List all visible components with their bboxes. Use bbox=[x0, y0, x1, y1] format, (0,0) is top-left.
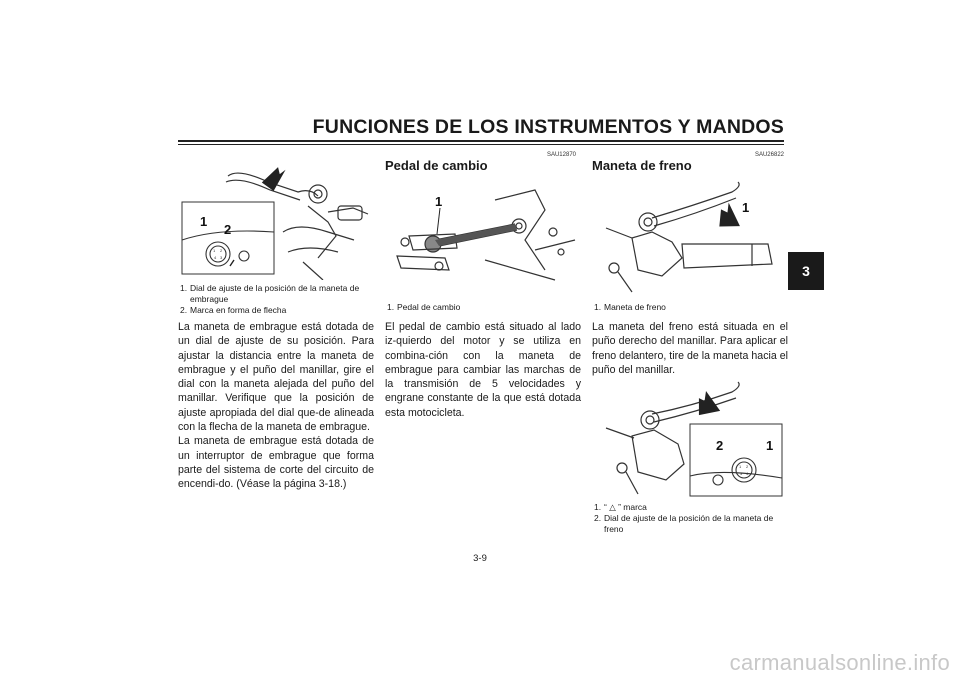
pedal-body-text bbox=[385, 320, 581, 420]
paragraph: La maneta de embrague está dotada de un dial de ajuste de su posición. Para ajustar la distancia entre la maneta de embrague y el puño del manillar, gire el dial con la maneta alejada del puño del manillar. Verifique que la posición de ajuste apropiada del dial que-de alineada con la flecha de la maneta de embrague. bbox=[178, 321, 374, 434]
brake-captions-2 bbox=[594, 502, 790, 535]
svg-text:4: 4 bbox=[214, 255, 217, 260]
svg-text:1: 1 bbox=[213, 248, 216, 253]
shift-pedal-figure bbox=[385, 180, 581, 298]
clutch-captions bbox=[180, 283, 376, 316]
paragraph: El pedal de cambio está situado al lado iz-quierdo del motor y se utiliza en combina-ción con la maneta de embrague para cambiar las marchas de la transmisión de 5 velocidades y engrane constante de la que está dotada esta motocicleta. bbox=[385, 321, 581, 419]
caption-line: 1. Pedal de cambio bbox=[387, 302, 461, 312]
page-title: FUNCIONES DE LOS INSTRUMENTOS Y MANDOS bbox=[312, 116, 784, 138]
svg-text:3: 3 bbox=[740, 471, 743, 476]
header-rule-thin bbox=[178, 144, 784, 145]
svg-text:3: 3 bbox=[220, 255, 223, 260]
caption-line: 1. Maneta de freno bbox=[594, 302, 666, 312]
caption-line: 1. “ △ ” marca bbox=[594, 502, 647, 512]
svg-text:4: 4 bbox=[746, 471, 749, 476]
caption-line: 1. Dial de ajuste de la posición de la maneta de embrague bbox=[180, 283, 360, 304]
brake-fig2-label-1: 1 bbox=[766, 438, 774, 453]
section-heading-pedal: Pedal de cambio bbox=[385, 158, 488, 173]
chapter-tab[interactable]: 3 bbox=[788, 252, 824, 290]
clutch-body-text bbox=[178, 320, 374, 492]
paragraph: La maneta del freno está situada en el puño derecho del manillar. Para aplicar el freno delantero, tire de la maneta hacia el puño del manillar. bbox=[592, 321, 788, 376]
svg-text:2: 2 bbox=[220, 248, 223, 253]
caption-line: 2. Marca en forma de flecha bbox=[180, 305, 287, 315]
header-rule bbox=[178, 140, 784, 142]
caption-line: 2. Dial de ajuste de la posición de la maneta de freno bbox=[594, 513, 774, 534]
paragraph: La maneta de embrague está dotada de un interruptor de embrague que forma parte del sistema de corte del circuito de encendi-do. (Véase la página 3-18.) bbox=[178, 435, 374, 491]
watermark[interactable]: carmanualsonline.info bbox=[729, 650, 950, 675]
svg-text:2: 2 bbox=[746, 464, 749, 469]
section-code: SAU26822 bbox=[754, 152, 784, 158]
section-heading-brake: Maneta de freno bbox=[592, 158, 692, 173]
clutch-fig-label-2: 2 bbox=[224, 222, 232, 237]
brake-lever-figure bbox=[592, 178, 788, 296]
clutch-lever-figure bbox=[178, 162, 374, 280]
page-number: 3-9 bbox=[473, 553, 487, 564]
section-code: SAU12870 bbox=[546, 152, 576, 158]
svg-text:1: 1 bbox=[739, 464, 742, 469]
brake-dial-figure bbox=[592, 380, 788, 498]
brake-body-text bbox=[592, 320, 788, 377]
pedal-fig-label-1: 1 bbox=[435, 194, 443, 209]
brake-fig2-label-2: 2 bbox=[716, 438, 724, 453]
pedal-captions bbox=[387, 302, 583, 313]
brake-captions-1 bbox=[594, 302, 790, 313]
brake-fig1-label-1: 1 bbox=[742, 200, 750, 215]
clutch-fig-label-1: 1 bbox=[200, 214, 208, 229]
